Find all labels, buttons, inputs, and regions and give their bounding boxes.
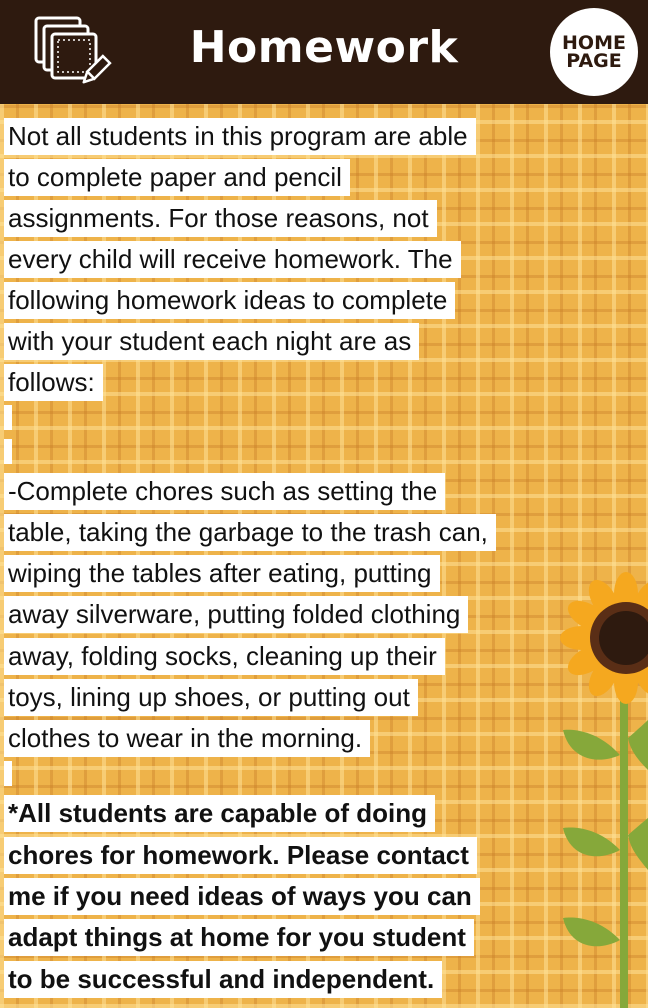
text-line: table, taking the garbage to the trash can, xyxy=(4,514,496,551)
note-line: *All students are capable of doing xyxy=(4,795,435,832)
text-line: clothes to wear in the morning. xyxy=(4,720,370,757)
page-title: Homework xyxy=(189,22,459,73)
text-line: follows: xyxy=(4,364,103,401)
text-line: with your student each night are as xyxy=(4,323,419,360)
blank-line xyxy=(4,439,12,464)
home-button-label-line1: HOME xyxy=(562,32,626,54)
note-line: me if you need ideas of ways you can xyxy=(4,878,480,915)
note-line: to be successful and independent. xyxy=(4,961,442,998)
text-line: assignments. For those reasons, not xyxy=(4,200,437,237)
home-page-button[interactable] xyxy=(550,8,638,96)
sunflower-illustration xyxy=(548,560,648,1008)
text-line: following homework ideas to complete xyxy=(4,282,455,319)
text-line: Not all students in this program are able xyxy=(4,118,476,155)
blank-line xyxy=(4,405,12,430)
home-button-label-line2: PAGE xyxy=(566,50,622,72)
blank-line xyxy=(4,761,12,786)
note-line: adapt things at home for you student xyxy=(4,919,474,956)
text-line: wiping the tables after eating, putting xyxy=(4,555,440,592)
text-line: away, folding socks, cleaning up their xyxy=(4,638,445,675)
text-line: toys, lining up shoes, or putting out xyxy=(4,679,418,716)
text-line: to complete paper and pencil xyxy=(4,159,350,196)
text-line: away silverware, putting folded clothing xyxy=(4,596,468,633)
text-line: every child will receive homework. The xyxy=(4,241,461,278)
page-header xyxy=(0,0,648,104)
text-line: -Complete chores such as setting the xyxy=(4,473,445,510)
note-line: chores for homework. Please contact xyxy=(4,837,477,874)
